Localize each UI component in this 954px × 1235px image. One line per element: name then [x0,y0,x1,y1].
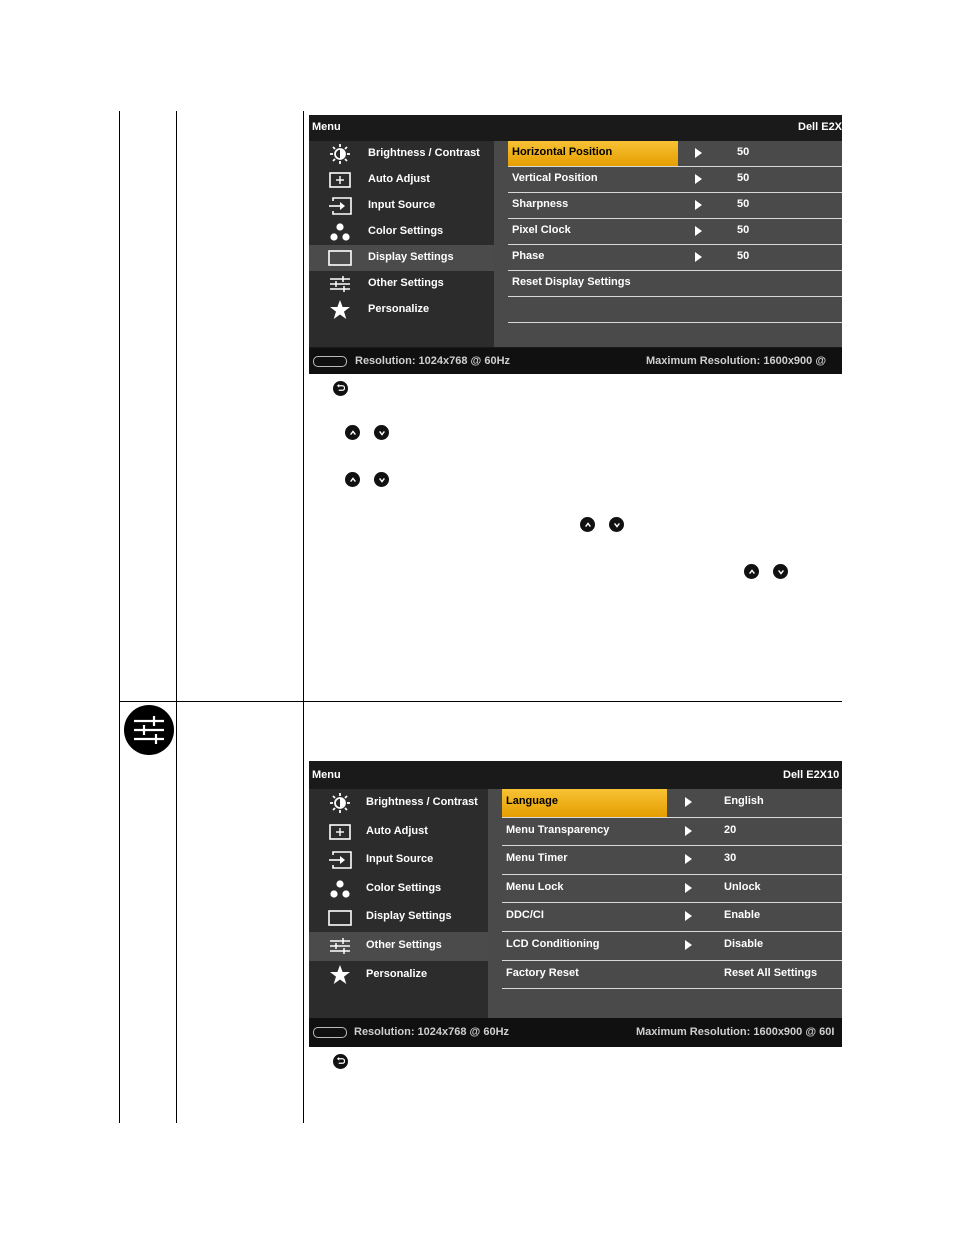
submenu-row-label: Vertical Position [512,172,598,184]
input-source-icon [327,193,353,219]
osd-model-name: Dell E2X10 [783,769,840,781]
submenu-row-label: LCD Conditioning [506,938,600,950]
submenu-row-label: Menu Timer [506,852,568,865]
table-border-col3 [303,111,304,1123]
up-button-icon [580,517,595,532]
up-button-icon [345,425,360,440]
submenu-row-label: DDC/CI [506,909,544,922]
personalize-icon [327,961,353,990]
menu-item-label: Color Settings [368,225,444,237]
menu-item-label: Other Settings [368,277,444,289]
submenu-row-label: Menu Transparency [506,823,610,836]
osd-title: Menu [312,769,341,781]
submenu-row-phase[interactable] [508,245,842,271]
submenu-row-pixel-clock[interactable] [508,219,842,245]
menu-item-personalize[interactable] [309,297,494,323]
down-button-icon [609,517,624,532]
submenu-row-label: Factory Reset [506,966,579,979]
submenu-row-value: 50 [737,172,750,184]
color-settings-icon [327,875,353,904]
submenu-row-language[interactable] [502,789,842,818]
menu-item-auto-adjust[interactable] [309,167,494,193]
other-settings-icon [327,271,353,297]
submenu-row-sharpness[interactable] [508,193,842,219]
arrow-right-icon [695,226,702,236]
menu-item-label: Auto Adjust [366,824,428,837]
menu-item-label: Display Settings [368,251,454,263]
submenu-row-factory-reset[interactable] [502,961,842,990]
arrow-right-icon [695,174,702,184]
arrow-right-icon [685,797,692,807]
down-button-icon [374,425,389,440]
submenu-row-label: Reset Display Settings [512,276,631,288]
menu-item-color-settings[interactable] [309,875,488,904]
submenu-row-label: Language [506,795,558,807]
down-button-icon [773,564,788,579]
arrow-right-icon [685,854,692,864]
submenu-row-menu-timer[interactable] [502,846,842,875]
maximum-resolution: Maximum Resolution: 1600x900 @ [646,355,827,367]
menu-item-label: Other Settings [366,939,442,951]
submenu-row-label: Sharpness [512,198,569,210]
arrow-right-icon [685,883,692,893]
menu-item-input-source[interactable] [309,193,494,219]
menu-item-label: Input Source [366,853,434,866]
submenu-row-value: 50 [737,198,750,210]
menu-item-label: Auto Adjust [368,173,430,185]
osd-display-settings-screenshot [309,115,842,374]
submenu-row-value: 50 [737,224,750,236]
arrow-right-icon [695,200,702,210]
osd-title: Menu [312,121,341,133]
current-resolution: Resolution: 1024x768 @ 60Hz [355,355,511,367]
submenu-row-value: Reset All Settings [724,966,818,979]
arrow-right-icon [695,252,702,262]
submenu-row-horizontal-position[interactable] [508,141,842,167]
menu-item-label: Color Settings [366,881,442,894]
other-settings-section-icon [124,705,174,755]
menu-item-label: Personalize [368,303,430,315]
osd-status-bar [309,348,842,374]
display-settings-icon [327,903,353,932]
menu-item-input-source[interactable] [309,846,488,875]
auto-adjust-icon [327,167,353,193]
display-settings-icon [327,245,353,271]
submenu-row-label: Horizontal Position [512,146,613,158]
menu-item-other-settings[interactable] [309,271,494,297]
submenu-row-empty[interactable] [508,297,842,323]
submenu-row-value: 20 [724,823,737,836]
input-source-icon [327,846,353,875]
submenu-row-value: 30 [724,852,737,865]
back-button-icon [333,381,348,396]
submenu-row-vertical-position[interactable] [508,167,842,193]
arrow-right-icon [685,826,692,836]
maximum-resolution: Maximum Resolution: 1600x900 @ 60I [636,1026,835,1038]
up-button-icon [744,564,759,579]
menu-item-auto-adjust[interactable] [309,818,488,847]
vga-connector-icon [313,1027,347,1038]
table-border-left [119,111,120,1123]
brightness-icon [327,141,353,167]
arrow-right-icon [695,148,702,158]
menu-item-personalize[interactable] [309,961,488,990]
auto-adjust-icon [327,818,353,847]
submenu-row-ddc-ci[interactable] [502,903,842,932]
menu-item-label: Brightness / Contrast [366,796,478,808]
color-settings-icon [327,219,353,245]
submenu-row-label: Menu Lock [506,880,564,893]
arrow-right-icon [685,911,692,921]
submenu-row-value: Enable [724,909,761,922]
up-button-icon [345,472,360,487]
submenu-row-menu-lock[interactable] [502,875,842,904]
menu-item-display-settings[interactable] [309,903,488,932]
back-button-icon [333,1054,348,1069]
menu-item-brightness-contrast[interactable] [309,141,494,167]
submenu-row-value: 50 [737,250,750,262]
table-row-divider [119,701,842,702]
brightness-icon [327,789,353,818]
submenu-row-value: Unlock [724,880,761,893]
menu-item-label: Brightness / Contrast [368,147,480,159]
vga-connector-icon [313,356,347,367]
current-resolution: Resolution: 1024x768 @ 60Hz [354,1026,510,1038]
menu-item-label: Display Settings [366,910,452,923]
osd-status-bar [309,1018,842,1047]
table-border-col2 [176,111,177,1123]
arrow-right-icon [685,940,692,950]
menu-item-display-settings[interactable] [309,245,494,271]
other-settings-icon [327,932,353,961]
submenu-row-menu-transparency[interactable] [502,818,842,847]
menu-item-other-settings[interactable] [309,932,488,961]
submenu-row-reset-display-settings[interactable] [508,271,842,297]
submenu-row-value: 50 [737,146,750,158]
submenu-row-label: Phase [512,250,545,262]
menu-item-color-settings[interactable] [309,219,494,245]
menu-item-brightness-contrast[interactable] [309,789,488,818]
down-button-icon [374,472,389,487]
submenu-row-label: Pixel Clock [512,224,571,236]
osd-model-name: Dell E2X [798,121,842,133]
submenu-row-value: Disable [724,938,764,950]
osd-other-settings-screenshot [309,761,842,1047]
submenu-row-value: English [724,795,764,807]
submenu-row-lcd-conditioning[interactable] [502,932,842,961]
personalize-icon [327,297,353,323]
menu-item-label: Input Source [368,199,436,211]
menu-item-label: Personalize [366,967,428,980]
